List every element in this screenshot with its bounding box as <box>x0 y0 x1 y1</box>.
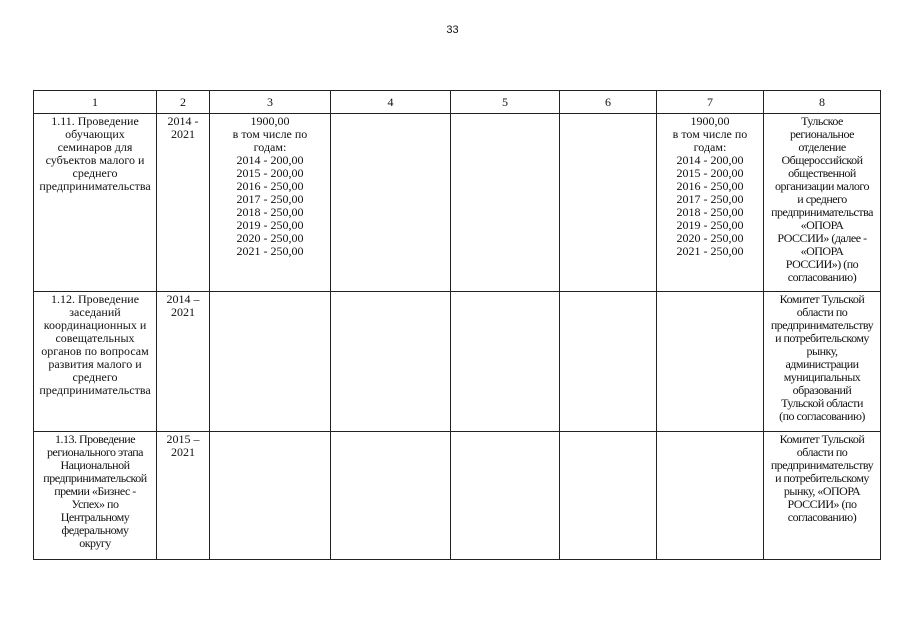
total-funding-cell <box>210 292 331 432</box>
period-text: 2014 - 2021 <box>167 114 199 141</box>
header-cell: 1 <box>34 91 157 114</box>
column-7-cell <box>657 114 764 292</box>
executor-cell <box>764 292 881 432</box>
header-cell: 3 <box>210 91 331 114</box>
total-funding-cell <box>210 114 331 292</box>
column-5-cell <box>451 292 560 432</box>
column-4-cell <box>331 432 451 560</box>
table-row <box>34 292 881 432</box>
column-6-cell <box>560 292 657 432</box>
column-7-text: 1900,00 в том числе по годам: 2014 - 200,00 2015 - 200,00 2016 - 250,00 2017 - 250,00 2018 - 250,00 2019 - 250,00 2020 - 250,00 2021 - 250,00 <box>672 114 748 258</box>
table-row <box>34 432 881 560</box>
header-cell: 7 <box>657 91 764 114</box>
activity-cell <box>34 292 157 432</box>
column-5-cell <box>451 114 560 292</box>
column-4-cell <box>331 114 451 292</box>
executor-text: Тульское региональное отделение Общероссийской общественной организации малого и среднего предпринимательства «ОПОРА РОССИИ» (далее - «ОПОРА РОССИИ») (по согласованию) <box>771 114 873 284</box>
period-text: 2014 – 2021 <box>166 292 200 319</box>
column-6-cell <box>560 114 657 292</box>
column-7-cell <box>657 292 764 432</box>
column-5-cell <box>451 432 560 560</box>
total-funding-text: 1900,00 в том числе по годам: 2014 - 200,00 2015 - 200,00 2016 - 250,00 2017 - 250,00 2018 - 250,00 2019 - 250,00 2020 - 250,00 2021 - 250,00 <box>232 114 308 258</box>
program-table <box>33 90 881 560</box>
table-row <box>34 114 881 292</box>
column-6-cell <box>560 432 657 560</box>
executor-text: Комитет Тульской области по предпринимательству и потребительскому рынку, администрации муниципальных образований Тульской области (по согласованию) <box>770 292 874 423</box>
period-cell <box>157 432 210 560</box>
header-cell: 5 <box>451 91 560 114</box>
activity-text: 1.12. Проведение заседаний координационных и совещательных органов по вопросам развития малого и среднего предпринимательства <box>39 292 151 397</box>
total-funding-cell <box>210 432 331 560</box>
executor-cell <box>764 114 881 292</box>
column-7-cell <box>657 432 764 560</box>
header-cell: 2 <box>157 91 210 114</box>
header-cell: 4 <box>331 91 451 114</box>
activity-cell <box>34 432 157 560</box>
period-text: 2015 – 2021 <box>166 432 200 459</box>
period-cell <box>157 292 210 432</box>
page-number: 33 <box>446 24 459 36</box>
executor-text: Комитет Тульской области по предпринимательству и потребительскому рынку, «ОПОРА РОССИИ» (по согласованию) <box>770 432 874 524</box>
header-cell: 6 <box>560 91 657 114</box>
executor-cell <box>764 432 881 560</box>
header-cell: 8 <box>764 91 881 114</box>
column-4-cell <box>331 292 451 432</box>
activity-text: 1.11. Проведение обучающих семинаров для субъектов малого и среднего предпринимательства <box>39 114 151 193</box>
activity-cell <box>34 114 157 292</box>
activity-text: 1.13. Проведение регионального этапа Национальной предпринимательской премии «Бизнес - Успех» по Центральному федеральному округу <box>43 432 147 550</box>
period-cell <box>157 114 210 292</box>
header-row <box>34 91 881 114</box>
